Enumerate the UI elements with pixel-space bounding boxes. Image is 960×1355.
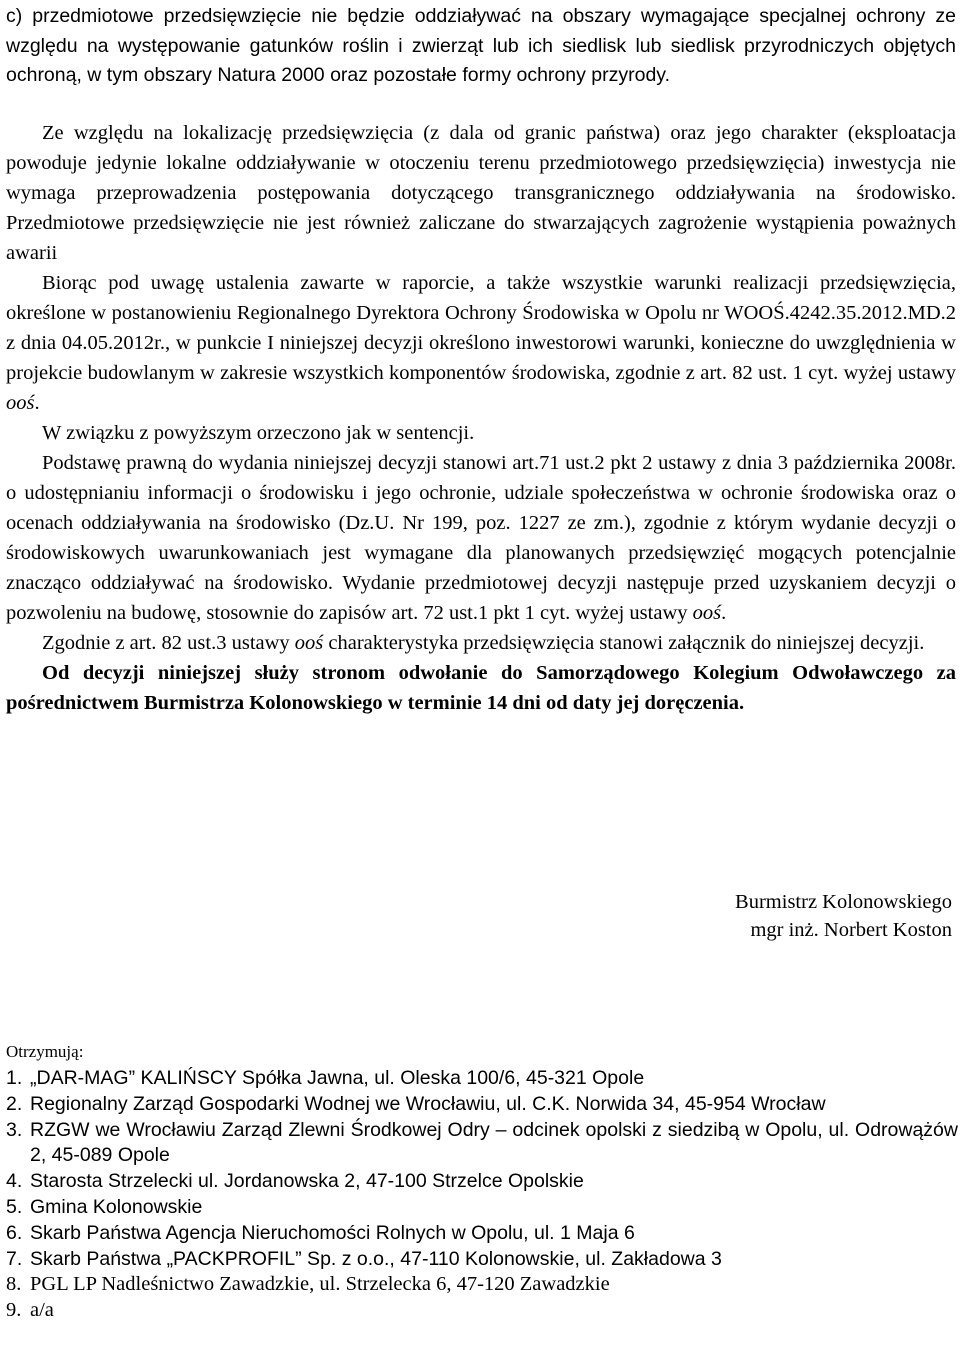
attachment-text-b: charakterystyka przedsięwzięcia stanowi załącznik do niniejszej decyzji. xyxy=(323,632,925,654)
legal-basis-text: Podstawę prawną do wydania niniejszej decyzji stanowi art.71 ust.2 pkt 2 ustawy z dnia 3 października 2008r. o udostępnianiu informacji o środowisku i jego ochronie, udziale społeczeństwa w ochronie środowiska oraz o ocenach oddziaływania na środowisko (Dz.U. Nr 199, poz. 1227 ze zm.), zgodnie z którym wydanie decyzji o środowiskowych uwarunkowaniach jest wymagane dla planowanych przedsięwzięć mogących potencjalnie znacząco oddziaływać na środowisko. Wydanie przedmiotowej decyzji następuje przed uzyskaniem decyzji o pozwoleniu na budowę, stosownie do zapisów art. 72 ust.1 pkt 1 cyt. wyżej ustawy xyxy=(6,452,956,624)
recipient-number: 3. xyxy=(6,1118,23,1141)
condition-c-text: c) przedmiotowe przedsięwzięcie nie będzie oddziaływać na obszary wymagające specjalnej ochrony ze względu na występowanie gatunków roślin i zwierząt lub ich siedlisk lub siedlisk przyrodniczych objętych ochroną, w tym obszary Natura 2000 oraz pozostałe formy ochrony przyrody. xyxy=(6,5,956,86)
recipient-number: 9. xyxy=(6,1299,22,1322)
signature-name: mgr inż. Norbert Koston xyxy=(750,919,952,941)
attachment-act-abbrev: ooś xyxy=(294,632,324,654)
signature-title: Burmistrz Kolonowskiego xyxy=(735,891,952,913)
list-item xyxy=(6,1272,958,1298)
justification-section xyxy=(6,118,956,718)
legal-basis-end: . xyxy=(721,602,727,624)
recipient-number: 7. xyxy=(6,1247,23,1270)
recipient-text: Skarb Państwa „PACKPROFIL” Sp. z o.o., 47-110 Kolonowskie, ul. Zakładowa 3 xyxy=(30,1247,722,1270)
recipient-text: Gmina Kolonowskie xyxy=(30,1195,203,1218)
recipient-text: Skarb Państwa Agencja Nieruchomości Rolnych w Opolu, ul. 1 Maja 6 xyxy=(30,1221,635,1244)
recipient-number: 2. xyxy=(6,1092,23,1115)
recipient-text: a/a xyxy=(30,1299,54,1322)
recipient-text: PGL LP Nadleśnictwo Zawadzkie, ul. Strzelecka 6, 47-120 Zawadzkie xyxy=(30,1273,610,1296)
list-item xyxy=(6,1298,958,1324)
signature-block xyxy=(735,888,952,944)
list-item xyxy=(6,1247,958,1273)
list-item xyxy=(6,1092,958,1118)
recipient-number: 6. xyxy=(6,1221,23,1244)
list-item xyxy=(6,1169,958,1195)
recipient-number: 4. xyxy=(6,1170,23,1193)
conditions-text: Biorąc pod uwagę ustalenia zawarte w raporcie, a także wszystkie warunki realizacji przedsięwzięcia, określone w postanowieniu Regionalnego Dyrektora Ochrony Środowiska w Opolu nr WOOŚ.4242.35.2012.MD.2 z dnia 04.05.2012r., w punkcie I niniejszej decyzji określono inwestorowi warunki, konieczne do uwzględnienia w projekcie budowlanym w zakresie wszystkich komponentów środowiska, zgodnie z art. 82 ust. 1 cyt. wyżej ustawy xyxy=(6,272,956,384)
attachment-paragraph xyxy=(6,628,956,658)
recipient-text: „DAR-MAG” KALIŃSCY Spółka Jawna, ul. Oleska 100/6, 45-321 Opole xyxy=(30,1067,645,1089)
ruling-paragraph: W związku z powyższym orzeczono jak w sentencji. xyxy=(42,422,475,444)
recipient-text: RZGW we Wrocławiu Zarząd Zlewni Środkowej Odry – odcinek opolski z siedzibą w Opolu, ul. Odrowążów 2, 45-089 Opole xyxy=(30,1118,958,1167)
recipient-text: Regionalny Zarząd Gospodarki Wodnej we Wrocławiu, ul. C.K. Norwida 34, 45-954 Wrocław xyxy=(30,1092,826,1115)
conditions-end: . xyxy=(34,392,40,414)
appeal-notice: Od decyzji niniejszej służy stronom odwołanie do Samorządowego Kolegium Odwoławczego za pośrednictwem Burmistrza Kolonowskiego w terminie 14 dni od daty jej doręczenia. xyxy=(6,662,956,714)
attachment-text-a: Zgodnie z art. 82 ust.3 ustawy xyxy=(42,632,295,654)
legal-basis-act-abbrev: ooś xyxy=(692,602,722,624)
recipient-text: Starosta Strzelecki ul. Jordanowska 2, 47-100 Strzelce Opolskie xyxy=(30,1170,584,1193)
list-item xyxy=(6,1195,958,1221)
transboundary-paragraph: Ze względu na lokalizację przedsięwzięcia (z dala od granic państwa) oraz jego charakter (eksploatacja powoduje jedynie lokalne oddziaływanie w otoczeniu terenu przedmiotowego przedsięwzięcia) inwestycja nie wymaga przeprowadzenia postępowania dotyczącego transgranicznego oddziaływania na środowisko. Przedmiotowe przedsięwzięcie nie jest również zaliczane do stwarzających zagrożenie wystąpienia poważnych awarii xyxy=(6,122,956,264)
recipients-list xyxy=(6,1066,958,1324)
list-item xyxy=(6,1118,958,1170)
recipient-number: 1. xyxy=(6,1067,23,1089)
list-item xyxy=(6,1066,958,1092)
recipient-number: 5. xyxy=(6,1195,23,1218)
conditions-paragraph xyxy=(6,268,956,418)
conditions-act-abbrev: ooś xyxy=(6,392,35,414)
condition-c-paragraph xyxy=(6,2,956,91)
recipient-number: 8. xyxy=(6,1273,22,1296)
recipients-title: Otrzymują: xyxy=(6,1042,84,1061)
legal-basis-paragraph xyxy=(6,448,956,628)
list-item xyxy=(6,1221,958,1247)
